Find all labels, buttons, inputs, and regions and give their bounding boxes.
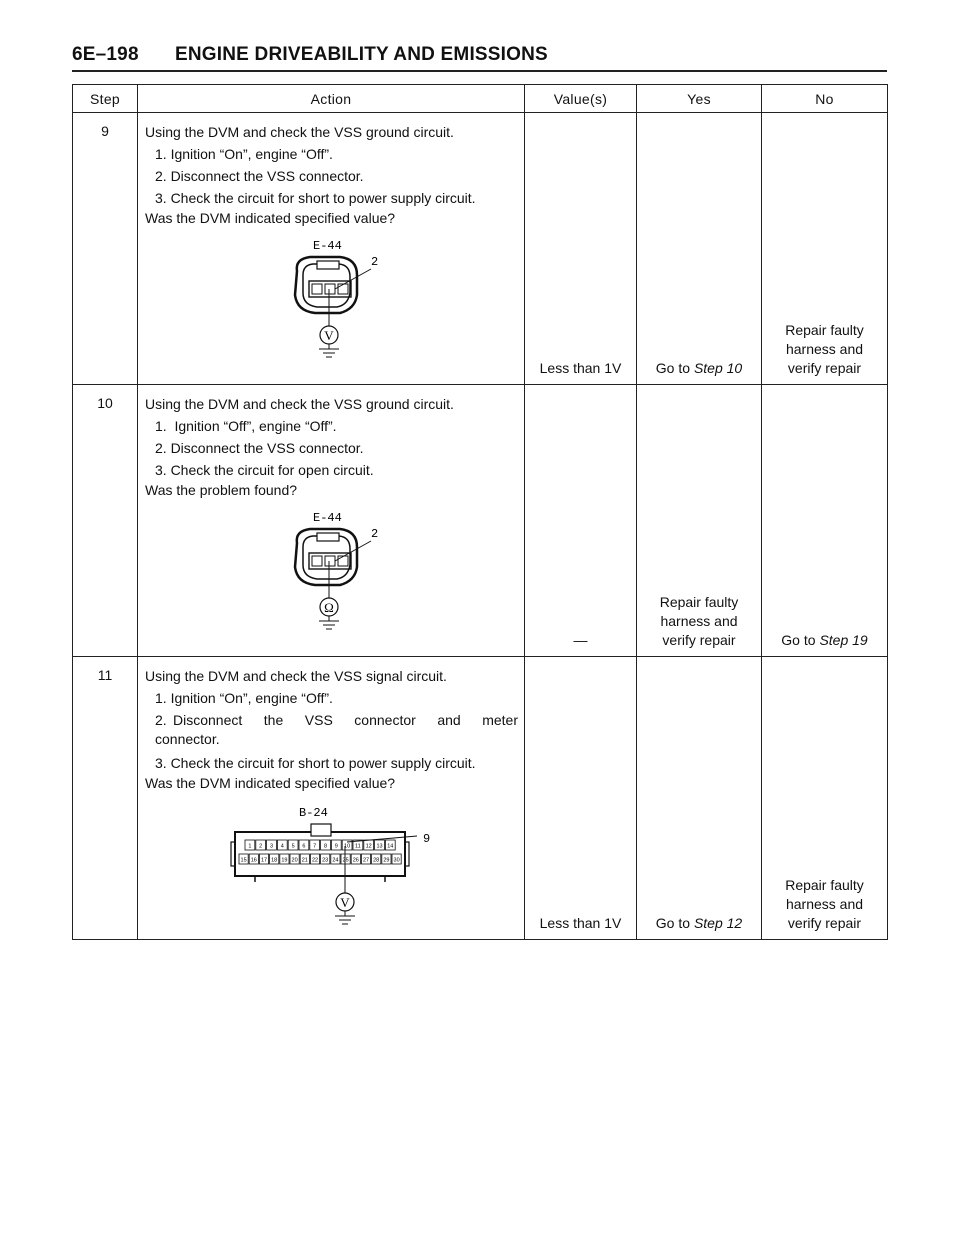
action-item-continuation <box>145 730 518 749</box>
yes-step-link: Step 12 <box>693 915 743 931</box>
action-list <box>145 143 518 209</box>
connector-label: E-44 <box>313 511 342 525</box>
connector-pin-label: 15 <box>240 857 247 864</box>
action-item: 2. Disconnect the VSS connector. <box>155 440 364 456</box>
connector-pin-label: 12 <box>365 843 372 850</box>
action-cell <box>138 657 525 940</box>
connector-pin-label: 14 <box>387 843 394 850</box>
column-header-yes: Yes <box>637 85 762 113</box>
connector-pin-label: 13 <box>376 843 383 850</box>
action-item: 1. Ignition “Off”, engine “Off”. <box>155 418 337 434</box>
action-item: 3. Check the circuit for short to power supply circuit. <box>155 190 476 206</box>
value-cell: Less than 1V <box>525 113 637 385</box>
column-header-action: Action <box>138 85 525 113</box>
meter-symbol: V <box>340 895 350 910</box>
connector-pin-label: 24 <box>332 857 339 864</box>
action-intro: Using the DVM and check the VSS signal circuit. <box>145 668 447 684</box>
connector-pin-label: 9 <box>334 843 338 850</box>
yes-line: verify repair <box>662 632 736 648</box>
connector-pin-label: 1 <box>248 843 252 850</box>
step-number: 10 <box>73 385 138 657</box>
yes-cell <box>637 657 762 940</box>
action-intro: Using the DVM and check the VSS ground circuit. <box>145 396 454 412</box>
section-title: ENGINE DRIVEABILITY AND EMISSIONS <box>175 44 548 65</box>
section-code: 6E–198 <box>72 44 139 65</box>
action-question: Was the problem found? <box>145 482 298 498</box>
pin-callout-line <box>335 269 371 289</box>
ground-icon <box>335 911 355 924</box>
connector-pin-label: 21 <box>301 857 308 864</box>
no-cell <box>762 385 888 657</box>
connector-e44-voltage-diagram <box>145 231 515 365</box>
step-number: 11 <box>73 657 138 940</box>
action-list <box>145 415 518 481</box>
connector-pin-label: 28 <box>373 857 380 864</box>
action-question: Was the DVM indicated specified value? <box>145 775 396 791</box>
connector-pin-label: 16 <box>250 857 257 864</box>
page-title <box>72 44 887 66</box>
action-list <box>145 687 518 774</box>
connector-pin-label: 5 <box>291 843 295 850</box>
yes-cell <box>637 113 762 385</box>
ground-icon <box>319 344 339 357</box>
diagnostic-table <box>72 84 888 940</box>
connector-label: E-44 <box>313 239 342 253</box>
no-cell <box>762 113 888 385</box>
yes-step-link: Step 10 <box>693 360 743 376</box>
no-line: Repair faulty <box>785 322 864 338</box>
connector-pin-label: 22 <box>311 857 319 864</box>
action-question: Was the DVM indicated specified value? <box>145 210 396 226</box>
connector-e44-icon <box>295 257 357 313</box>
action-cell <box>138 385 525 657</box>
action-item-number: 2. <box>155 712 167 728</box>
table-row <box>73 385 888 657</box>
connector-bottom-pin-row <box>239 854 401 864</box>
action-item: 3. Check the circuit for short to power supply circuit. <box>155 755 476 771</box>
value-cell: Less than 1V <box>525 657 637 940</box>
no-line: Repair faulty <box>785 877 864 893</box>
action-cell <box>138 113 525 385</box>
column-header-no: No <box>762 85 888 113</box>
connector-e44-resistance-diagram <box>145 503 515 637</box>
action-item-text: Disconnect the VSS connector and meter <box>173 712 518 728</box>
column-header-values: Value(s) <box>525 85 637 113</box>
connector-pin-label: 10 <box>344 843 351 850</box>
action-item: 1. Ignition “On”, engine “Off”. <box>155 690 333 706</box>
connector-pin-label: 17 <box>260 857 268 864</box>
connector-pin-label: 19 <box>281 857 288 864</box>
connector-pin-label: 8 <box>323 843 328 850</box>
header-rule <box>72 70 887 72</box>
table-row <box>73 657 888 940</box>
meter-symbol: Ω <box>324 600 334 615</box>
value-cell: — <box>525 385 637 657</box>
connector-pin-label: 2 <box>259 843 263 850</box>
no-line: verify repair <box>787 915 862 931</box>
connector-b24-icon <box>231 824 409 882</box>
connector-label: B-24 <box>299 806 328 820</box>
action-item: 1. Ignition “On”, engine “Off”. <box>155 146 333 162</box>
yes-line: Repair faulty <box>659 594 739 610</box>
yes-prefix: Go to <box>655 915 694 931</box>
yes-prefix: Go to <box>655 360 694 376</box>
connector-pin-label: 30 <box>393 857 400 864</box>
table-row <box>73 113 888 385</box>
step-number: 9 <box>73 113 138 385</box>
connector-top-pin-row <box>245 840 395 850</box>
no-prefix: Go to <box>781 632 820 648</box>
pin-callout-label: 2 <box>371 527 379 541</box>
pin-callout-line <box>335 541 371 561</box>
action-intro: Using the DVM and check the VSS ground circuit. <box>145 124 454 140</box>
connector-pin-label: 7 <box>313 843 317 850</box>
action-item: 2. Disconnect the VSS connector. <box>155 168 364 184</box>
no-cell <box>762 657 888 940</box>
connector-pin-label: 18 <box>271 857 278 864</box>
yes-line: harness and <box>660 613 738 629</box>
ground-icon <box>319 616 339 629</box>
pin-callout-label: 9 <box>423 832 431 846</box>
connector-pin-label: 29 <box>383 857 390 864</box>
connector-pin-label: 6 <box>302 843 306 850</box>
page-header <box>72 44 887 72</box>
connector-pin-label: 11 <box>355 843 361 850</box>
connector-pin-label: 4 <box>280 843 284 850</box>
no-line: harness and <box>785 896 864 912</box>
no-step-link: Step 19 <box>819 632 868 648</box>
meter-symbol: V <box>324 328 334 343</box>
table-header-row <box>73 85 888 113</box>
connector-pin-label: 23 <box>322 857 329 864</box>
action-item-text: connector. <box>155 731 220 747</box>
connector-e44-icon <box>295 529 357 585</box>
connector-pin-label: 26 <box>352 857 359 864</box>
no-line: harness and <box>785 341 864 357</box>
yes-cell <box>637 385 762 657</box>
connector-b24-voltage-diagram <box>145 796 515 934</box>
action-item <box>145 709 518 730</box>
no-line: verify repair <box>787 360 862 376</box>
connector-pin-label: 20 <box>291 857 298 864</box>
connector-pin-label: 3 <box>269 843 274 850</box>
column-header-step: Step <box>73 85 138 113</box>
pin-callout-label: 2 <box>371 255 379 269</box>
connector-pin-label: 27 <box>362 857 370 864</box>
action-item: 3. Check the circuit for open circuit. <box>155 462 374 478</box>
connector-pin-label: 25 <box>342 857 349 864</box>
